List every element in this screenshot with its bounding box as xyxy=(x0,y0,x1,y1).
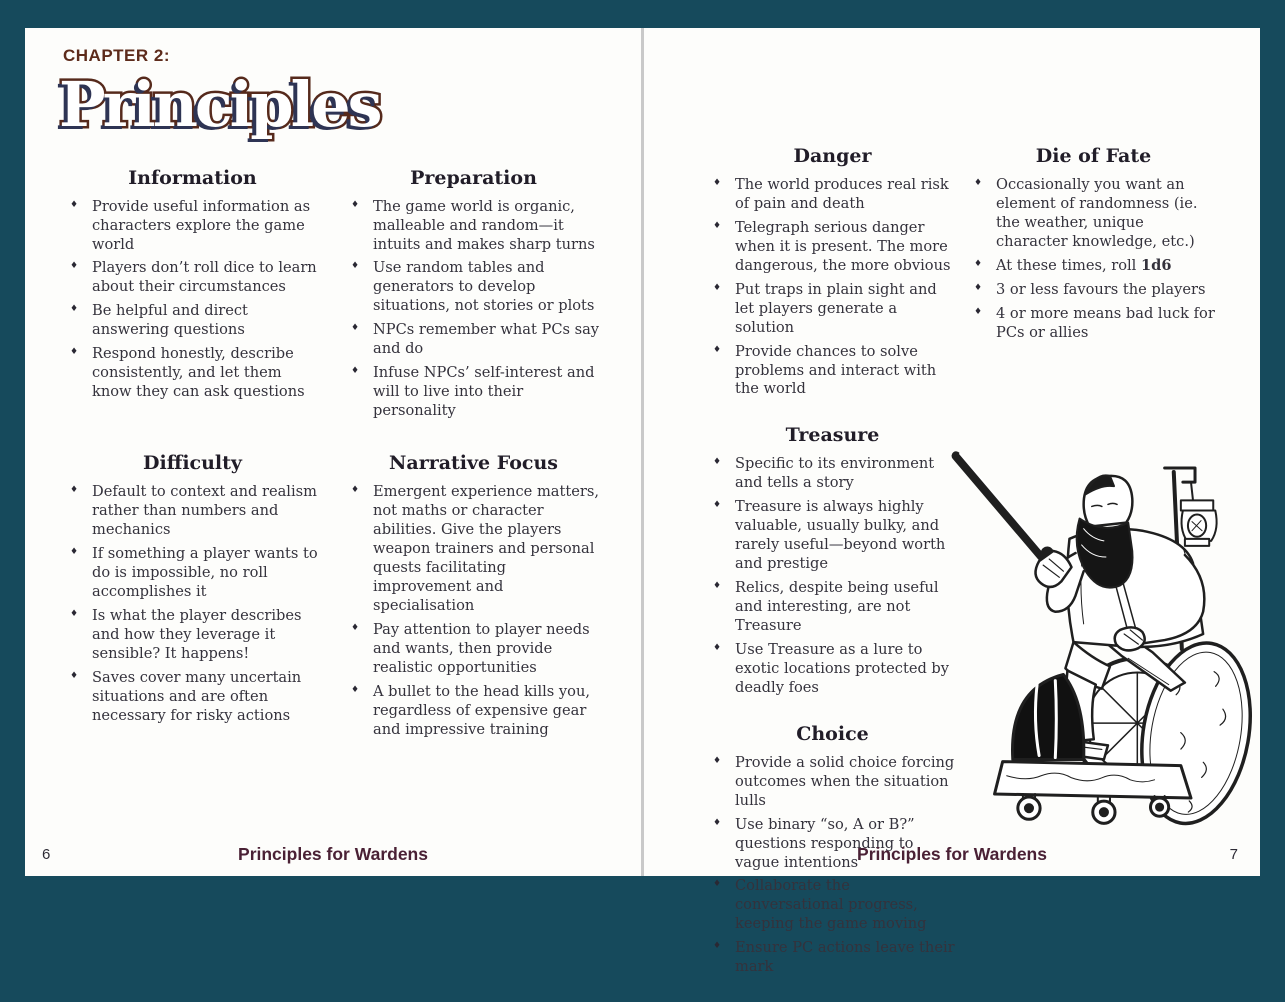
bullet-text: If something a player wants to do is impossible, no roll accomplishes it xyxy=(92,544,318,600)
diamond-bullet-icon: ♦ xyxy=(713,941,722,952)
section-heading: Preparation xyxy=(410,166,537,189)
diamond-bullet-icon: ♦ xyxy=(974,306,983,317)
bullet-text: Relics, despite being useful and interesting, are not Treasure xyxy=(735,579,939,634)
diamond-bullet-icon: ♦ xyxy=(351,261,360,272)
diamond-bullet-icon: ♦ xyxy=(351,323,360,334)
diamond-bullet-icon: ♦ xyxy=(974,282,983,293)
bullet-item xyxy=(65,483,320,540)
bullet-item xyxy=(65,259,320,297)
bullet-text: Saves cover many uncertain situations and are often necessary for risky actions xyxy=(92,668,302,724)
bullet-item xyxy=(969,176,1218,252)
bullet-item xyxy=(346,621,601,678)
bullet-text: Provide useful information as characters explore the game world xyxy=(92,197,311,253)
page-number-left: 6 xyxy=(42,846,51,863)
section-die-of-fate xyxy=(969,145,1218,343)
bullet-text: The world produces real risk of pain and death xyxy=(735,175,949,212)
right-column-2 xyxy=(969,145,1218,368)
bullet-text: Emergent experience matters, not maths or character abilities. Give the players weapon trainers and personal quests facilitating improvement and specialisation xyxy=(373,483,599,614)
diamond-bullet-icon: ♦ xyxy=(713,344,722,355)
bullet-item xyxy=(708,176,957,214)
bullet-text: Specific to its environment and tells a story xyxy=(735,455,935,492)
bullet-text: Treasure is always highly valuable, usually bulky, and rarely useful—beyond worth and prestige xyxy=(735,498,946,573)
chapter-title: Principles xyxy=(59,67,380,141)
bullet-item xyxy=(65,345,320,402)
section-information xyxy=(65,167,320,407)
bullet-text: 4 or more means bad luck for PCs or allies xyxy=(996,304,1215,341)
diamond-bullet-icon: ♦ xyxy=(974,258,983,269)
running-footer-right: Principles for Wardens xyxy=(857,843,1047,864)
diamond-bullet-icon: ♦ xyxy=(713,817,722,828)
bullet-text: Be helpful and direct answering questions xyxy=(92,302,248,339)
bullet-item xyxy=(708,939,957,977)
bullet-text: Provide a solid choice forcing outcomes when the situation lulls xyxy=(735,753,955,809)
diamond-bullet-icon: ♦ xyxy=(70,304,79,315)
section-heading: Information xyxy=(128,166,257,189)
right-column-1 xyxy=(708,145,957,1002)
section-difficulty xyxy=(65,452,320,730)
diamond-bullet-icon: ♦ xyxy=(70,608,79,619)
diamond-bullet-icon: ♦ xyxy=(70,347,79,358)
diamond-bullet-icon: ♦ xyxy=(70,199,79,210)
diamond-bullet-icon: ♦ xyxy=(351,622,360,633)
section-heading: Treasure xyxy=(785,424,880,447)
bullet-item xyxy=(708,579,957,636)
page-number-right: 7 xyxy=(1229,846,1238,863)
diamond-bullet-icon: ♦ xyxy=(70,546,79,557)
diamond-bullet-icon: ♦ xyxy=(974,177,983,188)
warden-cart-illustration xyxy=(950,438,1274,830)
bullet-text: NPCs remember what PCs say and do xyxy=(373,321,600,358)
diamond-bullet-icon: ♦ xyxy=(70,485,79,496)
diamond-bullet-icon: ♦ xyxy=(70,261,79,272)
bullet-text: Ensure PC actions leave their mark xyxy=(735,939,955,976)
bullet-text: 3 or less favours the players xyxy=(996,280,1206,298)
bullet-item xyxy=(346,683,601,740)
section-treasure xyxy=(708,424,957,697)
bullet-item xyxy=(346,198,601,255)
bullet-text: Default to context and realism rather than numbers and mechanics xyxy=(92,483,317,538)
diamond-bullet-icon: ♦ xyxy=(351,684,360,695)
section-heading: Danger xyxy=(793,145,872,167)
section-heading: Difficulty xyxy=(143,452,242,475)
diamond-bullet-icon: ♦ xyxy=(713,457,722,468)
left-page-sections xyxy=(65,167,601,745)
bullet-text: Players don’t roll dice to learn about their circumstances xyxy=(92,259,317,296)
bullet-text: A bullet to the head kills you, regardless of expensive gear and impressive training xyxy=(373,682,590,738)
bullet-text: Telegraph serious danger when it is present. The more dangerous, the more obvious xyxy=(735,218,951,274)
bullet-item xyxy=(969,281,1218,300)
bullet-item xyxy=(708,343,957,400)
bullet-text: Provide chances to solve problems and interact with the world xyxy=(735,342,937,398)
section-preparation xyxy=(346,167,601,426)
bullet-item xyxy=(708,455,957,493)
page-left xyxy=(25,28,641,876)
bullet-text: Put traps in plain sight and let players generate a solution xyxy=(735,280,937,336)
section-heading: Narrative Focus xyxy=(389,452,558,475)
book-spread xyxy=(25,28,1260,976)
diamond-bullet-icon: ♦ xyxy=(70,670,79,681)
bullet-text: The game world is organic, malleable and random—it intuits and makes sharp turns xyxy=(373,197,595,253)
bullet-text: Occasionally you want an element of randomness (ie. the weather, unique character knowledge, etc.) xyxy=(996,175,1198,250)
bullet-list xyxy=(708,754,957,978)
diamond-bullet-icon: ♦ xyxy=(713,500,722,511)
bullet-list xyxy=(708,176,957,400)
diamond-bullet-icon: ♦ xyxy=(713,642,722,653)
bullet-text: Use random tables and generators to develop situations, not stories or plots xyxy=(373,259,595,315)
chapter-label: CHAPTER 2: xyxy=(63,46,171,65)
diamond-bullet-icon: ♦ xyxy=(351,485,360,496)
bullet-item xyxy=(708,498,957,574)
bullet-list xyxy=(969,176,1218,343)
bullet-text: Is what the player describes and how they leverage it sensible? It happens! xyxy=(92,606,302,662)
bullet-item xyxy=(708,281,957,338)
diamond-bullet-icon: ♦ xyxy=(351,199,360,210)
bullet-item xyxy=(708,877,957,934)
bullet-item xyxy=(969,257,1218,276)
bullet-item xyxy=(708,219,957,276)
diamond-bullet-icon: ♦ xyxy=(713,282,722,293)
diamond-bullet-icon: ♦ xyxy=(351,366,360,377)
section-heading: Choice xyxy=(796,722,869,745)
bullet-text: Infuse NPCs’ self-interest and will to live into their personality xyxy=(373,364,595,420)
bullet-text: Collaborate the conversational progress, keeping the game moving xyxy=(735,877,927,933)
bullet-text: Use Treasure as a lure to exotic locations protected by deadly foes xyxy=(735,640,950,696)
running-footer-left: Principles for Wardens xyxy=(238,843,428,864)
section-heading: Die of Fate xyxy=(1035,145,1152,167)
bullet-item xyxy=(969,305,1218,343)
bullet-item xyxy=(708,754,957,811)
diamond-bullet-icon: ♦ xyxy=(713,220,722,231)
bullet-item xyxy=(65,607,320,664)
bullet-item xyxy=(65,545,320,602)
diamond-bullet-icon: ♦ xyxy=(713,879,722,890)
bullet-list xyxy=(65,483,320,726)
bullet-item xyxy=(65,302,320,340)
section-narrative-focus xyxy=(346,452,601,744)
bullet-item xyxy=(346,364,601,421)
section-danger xyxy=(708,145,957,399)
bullet-list xyxy=(65,198,320,403)
bullet-item xyxy=(346,321,601,359)
bullet-text: At these times, roll 1d6 xyxy=(996,256,1172,274)
diamond-bullet-icon: ♦ xyxy=(713,177,722,188)
diamond-bullet-icon: ♦ xyxy=(713,755,722,766)
bullet-list xyxy=(346,483,601,740)
bullet-item xyxy=(346,259,601,316)
bullet-list xyxy=(346,198,601,422)
bullet-item xyxy=(708,641,957,698)
bullet-text: Pay attention to player needs and wants, then provide realistic opportunities xyxy=(373,620,590,676)
bullet-text: Use binary “so, A or B?” questions responding to vague intentions xyxy=(735,815,915,871)
bullet-item xyxy=(65,198,320,255)
bullet-item xyxy=(65,669,320,726)
bullet-text: Respond honestly, describe consistently, and let them know they can ask questions xyxy=(92,345,305,401)
page-right xyxy=(644,28,1260,976)
bullet-list xyxy=(708,455,957,698)
bullet-item xyxy=(346,483,601,616)
diamond-bullet-icon: ♦ xyxy=(713,581,722,592)
